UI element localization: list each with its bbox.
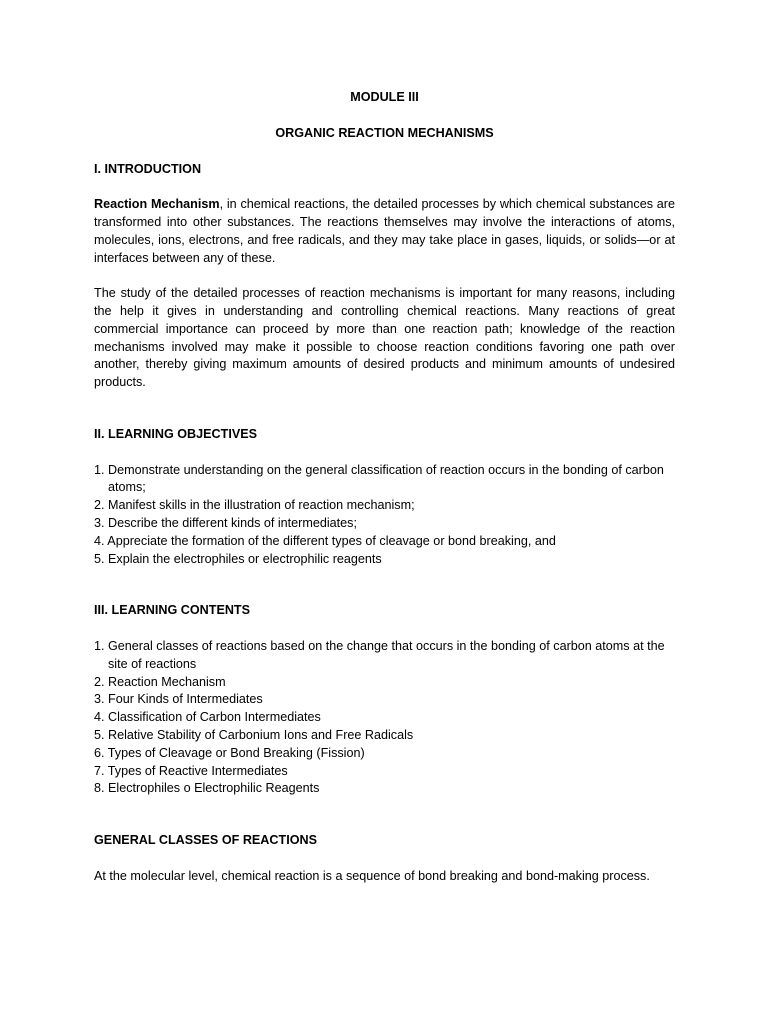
section-heading-general-classes: GENERAL CLASSES OF REACTIONS <box>94 833 317 848</box>
term-reaction-mechanism: Reaction Mechanism <box>94 197 220 212</box>
list-item: 4. Appreciate the formation of the different types of cleavage or bond breaking, and <box>94 533 556 548</box>
list-item: 1. General classes of reactions based on the change that occurs in the bonding of carbon atoms at the site of reactions <box>94 638 665 671</box>
list-item: 4. Classification of Carbon Intermediates <box>94 710 321 725</box>
section-heading-objectives: II. LEARNING OBJECTIVES <box>94 426 258 441</box>
module-title: MODULE III <box>350 90 419 104</box>
list-item: 2. Manifest skills in the illustration of reaction mechanism; <box>94 498 415 513</box>
list-item: 5. Relative Stability of Carbonium Ions and Free Radicals <box>94 727 414 742</box>
list-item: 7. Types of Reactive Intermediates <box>94 763 288 778</box>
document-title: ORGANIC REACTION MECHANISMS <box>275 125 494 140</box>
introduction-paragraph-1-text: , in chemical reactions, the detailed processes by which chemical substances are transformed into other substances. The reactions themselves may involve the interactions of atoms, molecules, ions, electrons, and free radicals, and they may take place in gases, liquids, or solids—or at interfaces between any of these. <box>94 197 676 265</box>
document-content <box>94 89 675 885</box>
section-heading-introduction: I. INTRODUCTION <box>94 161 202 176</box>
introduction-paragraph-1 <box>94 196 675 267</box>
contents-list <box>94 638 675 798</box>
list-item: 8. Electrophiles o Electrophilic Reagents <box>94 781 320 796</box>
list-item: 1. Demonstrate understanding on the general classification of reaction occurs in the bonding of carbon atoms; <box>94 462 664 495</box>
list-item: 3. Describe the different kinds of intermediates; <box>94 515 357 530</box>
list-item: 5. Explain the electrophiles or electrophilic reagents <box>94 551 382 566</box>
introduction-paragraph-2: The study of the detailed processes of reaction mechanisms is important for many reasons, including the help it gives in understanding and controlling chemical reactions. Many reactions of great commercial importance can proceed by more than one reaction path; knowledge of the reaction mechanisms involved may make it possible to choose reaction conditions favoring one path over another, thereby giving maximum amounts of desired products and minimum amounts of undesired products. <box>94 286 675 390</box>
section-heading-contents: III. LEARNING CONTENTS <box>94 603 251 618</box>
general-classes-paragraph: At the molecular level, chemical reaction is a sequence of bond breaking and bond-making process. <box>94 868 650 883</box>
objectives-list <box>94 462 675 569</box>
list-item: 6. Types of Cleavage or Bond Breaking (Fission) <box>94 745 365 760</box>
list-item: 2. Reaction Mechanism <box>94 674 226 689</box>
list-item: 3. Four Kinds of Intermediates <box>94 692 263 707</box>
